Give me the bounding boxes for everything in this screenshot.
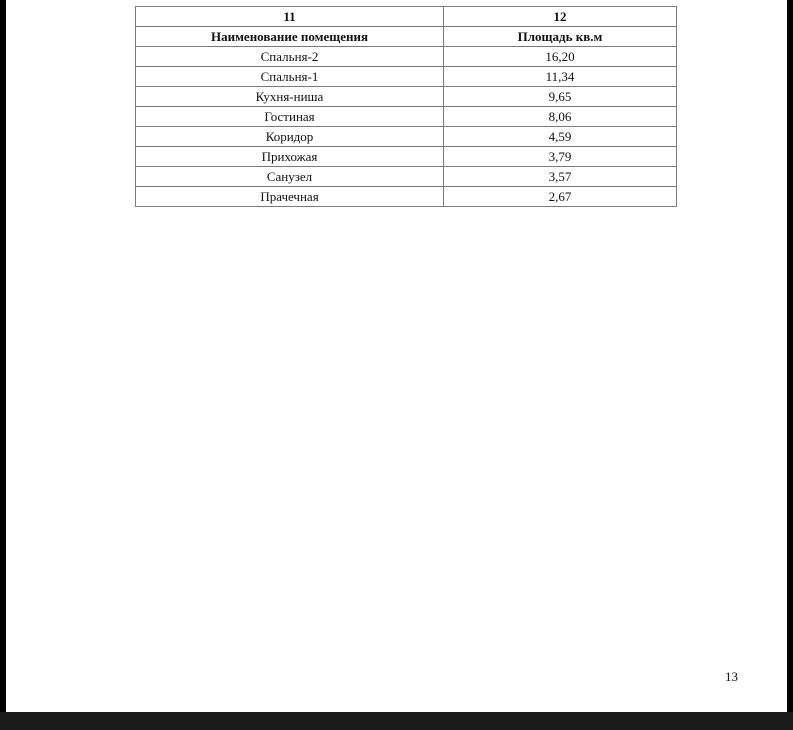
column-number-row: [136, 7, 677, 27]
room-name-cell: Спальня-1: [136, 67, 444, 87]
area-cell: 16,20: [444, 47, 677, 67]
table-row: [136, 127, 677, 147]
header-row: [136, 27, 677, 47]
area-cell: 3,79: [444, 147, 677, 167]
area-cell: 2,67: [444, 187, 677, 207]
table-row: [136, 67, 677, 87]
column-number-cell: 11: [136, 7, 444, 27]
room-name-cell: Санузел: [136, 167, 444, 187]
area-cell: 8,06: [444, 107, 677, 127]
room-name-cell: Прихожая: [136, 147, 444, 167]
room-name-cell: Кухня-ниша: [136, 87, 444, 107]
room-name-cell: Спальня-2: [136, 47, 444, 67]
page-number: 13: [725, 669, 738, 684]
area-cell: 9,65: [444, 87, 677, 107]
area-cell: 4,59: [444, 127, 677, 147]
header-room-name: Наименование помещения: [136, 27, 444, 47]
header-area: Площадь кв.м: [444, 27, 677, 47]
table-row: [136, 87, 677, 107]
table-row: [136, 107, 677, 127]
table-row: [136, 147, 677, 167]
area-cell: 11,34: [444, 67, 677, 87]
table-row: [136, 167, 677, 187]
bottom-divider: [0, 712, 793, 730]
room-name-cell: Коридор: [136, 127, 444, 147]
table-row: [136, 47, 677, 67]
area-cell: 3,57: [444, 167, 677, 187]
document-page: [6, 0, 787, 712]
table-row: [136, 187, 677, 207]
room-area-table: [135, 6, 677, 207]
room-name-cell: Прачечная: [136, 187, 444, 207]
room-name-cell: Гостиная: [136, 107, 444, 127]
column-number-cell: 12: [444, 7, 677, 27]
